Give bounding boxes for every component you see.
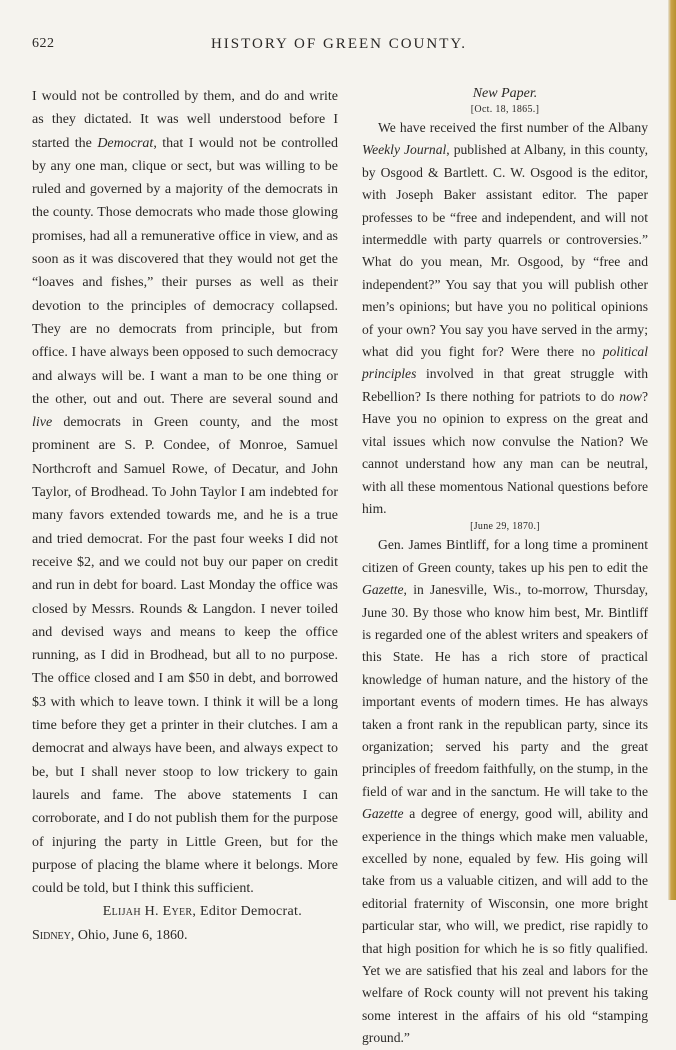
place-date: , Ohio, June 6, 1860. [70, 927, 188, 943]
left-column [32, 85, 338, 947]
signature-title: , Editor Democrat. [192, 904, 302, 920]
place-name: Sidney [32, 927, 71, 943]
right-paragraph-1: We have received the first number of the Albany Weekly Journal, published at Albany, in this county, by Osgood & Bartlett. C. W. Osgood is the editor, with Joseph Baker assistant editor. The paper professes to be “free and independent, and will not intermeddle with party quarrels or controversies.” What do you mean, Mr. Osgood, by “free and independent?” You say that you will publish other men’s opinions; but have you no political opinions of your own? You say you have served in the army; what did you fight for? Were there no political principles involved in that great struggle with Rebellion? Is there nothing for patriots to do now? Have you no opinion to express on the great and vital issues which now convulse the Nation? We cannot understand how any man can be neutral, with all these momentous National questions before him. [362, 120, 648, 516]
running-title: HISTORY OF GREEN COUNTY. [210, 36, 468, 52]
signature-line [32, 900, 338, 923]
page-header [32, 36, 646, 60]
left-paragraph: I would not be controlled by them, and do and write as they dictated. It was well understood before I started the Democrat, that I would not be controlled by any one man, clique or sect, but was willing to be ruled and governed by a majority of the democrats in the county. Those democrats who made those glowing promises, had all a remunerative office in view, and as soon as it was discovered that they would not get the “loaves and fishes,” their purses as well as their devotion to the principles of democracy collapsed. They are no democrats from principle, but from office. I have always been opposed to such democracy and always will be. I want a man to be one thing or the other, out and out. There are several sound and live democrats in Green county, and the most prominent are S. P. Condee, of Monroe, Samuel Northcroft and Samuel Rowe, of Decatur, and John Taylor, of Brodhead. To John Taylor I am indebted for many favors extended towards me, and he is a true and tried democrat. For the past four weeks I did not receive $2, and we could not buy our paper on credit and run in debt for board. Last Monday the office was closed by Messrs. Rounds & Langdon. I never toiled and devised ways and means to keep the office running, as I did in Brodhead, but all to no purpose. The office closed and I am $50 in debt, and borrowed $3 with which to leave town. I think it will be a long time before they get a printer in their clutches. I am a democrat and always have been, and always expect to be, but I shall never stoop to low trickery to gain laurels and fame. The above statements I can corroborate, and I do not publish them for the purpose of injuring the party in Little Green, but for the purpose of placing the blame where it belongs. More could be told, but I think this sufficient. [32, 89, 338, 897]
date-line-1: [Oct. 18, 1865.] [470, 104, 540, 115]
page-number: 622 [32, 36, 55, 51]
item-title: New Paper. [472, 86, 538, 101]
date-line-2: [June 29, 1870.] [470, 521, 540, 533]
signature-name: Elijah H. Eyer [102, 904, 193, 920]
place-date-line [32, 924, 338, 947]
page-edge-gilding [668, 0, 676, 900]
right-column [362, 85, 648, 1050]
right-paragraph-2: Gen. James Bintliff, for a long time a prominent citizen of Green county, takes up his pen to edit the Gazette, in Janesville, Wis., to-morrow, Thursday, June 30. By those who know him best, Mr. Bintliff is regarded one of the ablest writers and speakers of this State. He has a rich store of practical knowledge of human nature, and the history of the important events of modern times. He has always taken a front rank in the republican party, since its organization; served his party and the great principles of freedom faithfully, on the stump, in the field of war and in the sanctum. He will take to the Gazette a degree of energy, good will, ability and experience in the things which make men valuable, excelled by none, equaled by few. His going will take from us a valuable citizen, and will add to the editorial fraternity of Wisconsin, one more bright particular star, who will, we predict, rise rapidly to that high position for which he is so fitly qualified. Yet we are satisfied that his zeal and labors for the welfare of Rock county will not prevent his taking some interest in the affairs of his old “stamping ground.” [362, 537, 648, 1046]
